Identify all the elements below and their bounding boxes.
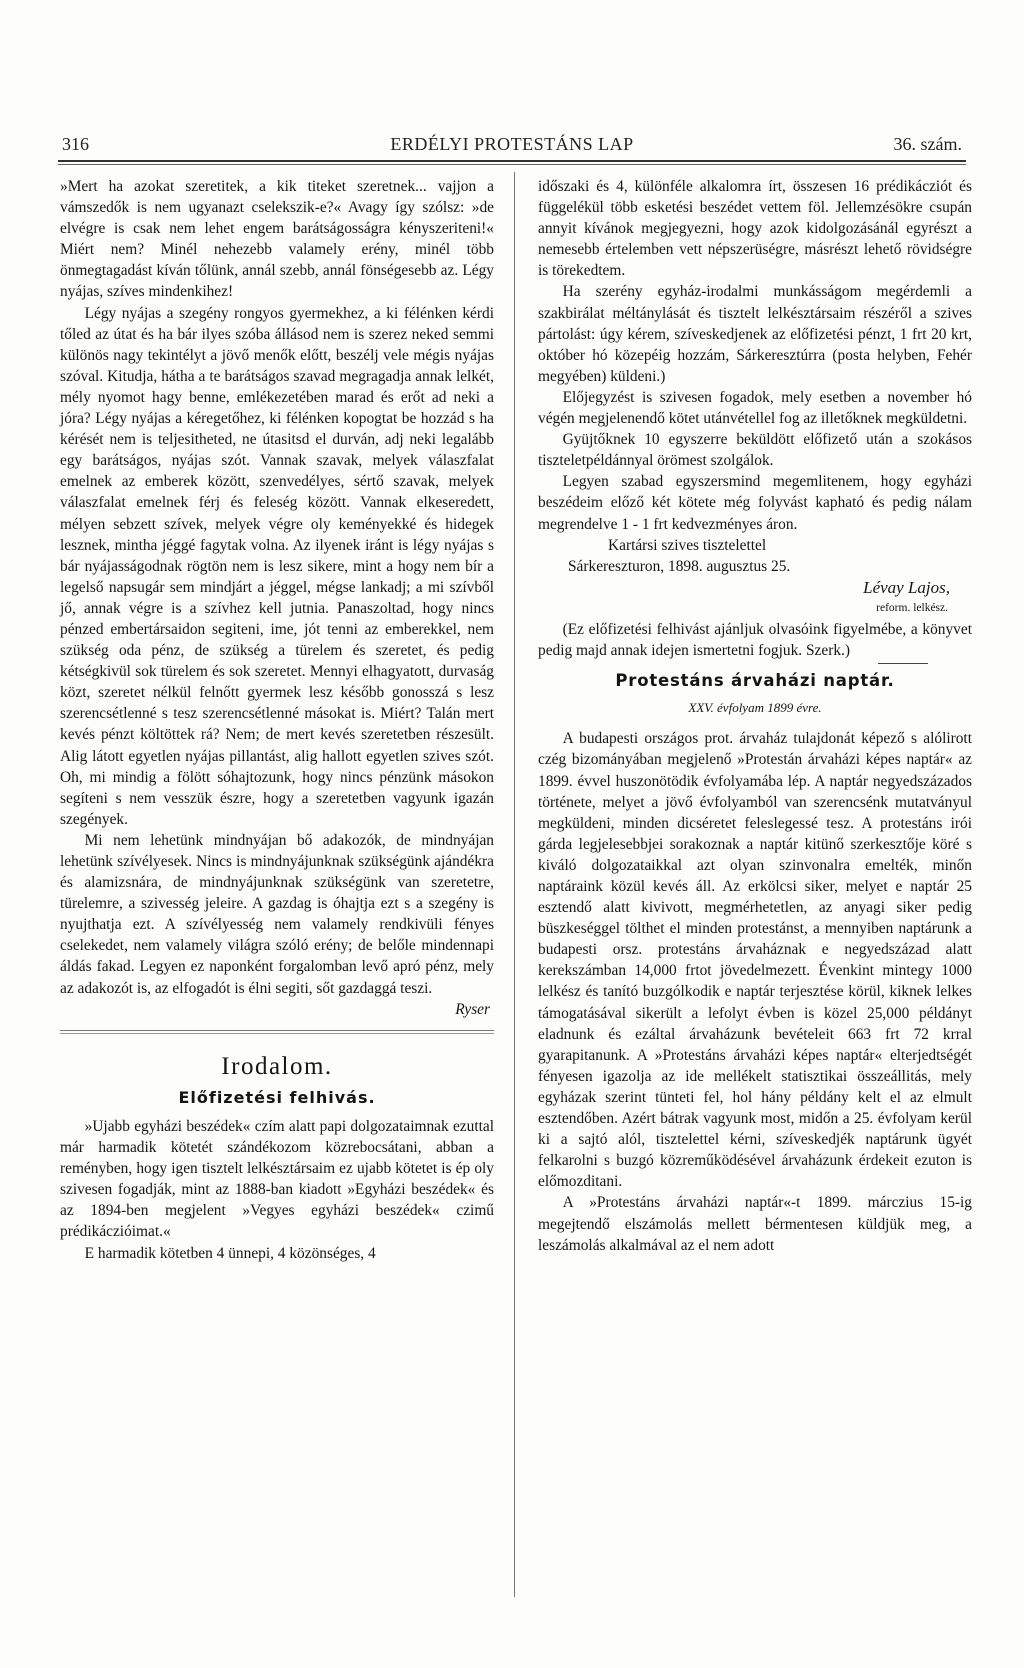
editor-note: (Ez előfizetési felhivást ajánljuk olvasóink figyelmébe, a könyvet pedig majd annak idejen ismertetni fogjuk. Szerk.) — [538, 620, 972, 660]
left-paragraph-5: E harmadik kötetben 4 ünnepi, 4 közönséges, 4 — [84, 1244, 376, 1262]
column-divider — [514, 172, 515, 1597]
page-header — [62, 134, 962, 158]
greeting-line: Kartársi szives tisztelettel — [608, 536, 767, 554]
short-divider — [878, 663, 928, 664]
section-title-naptar: Protestáns árvaházi naptár. — [615, 671, 895, 691]
right-paragraph-5: Legyen szabad egyszersmind megemlitenem, hogy egyházi beszédeim előző két kötete még folyvást kapható és pedig nálam megrendelve 1 - 1 frt kedvezményes áron. — [538, 473, 972, 533]
right-paragraph-2: Ha szerény egyház-irodalmi munkásságom megérdemli a szakbirálat méltánylását és tisztelt lelkésztársaim részéről a szives pártolást: úgy kérem, szíveskedjenek az előfizetési pénzt, 1 frt 20 krt, október hó közepéig hozzám, Sárkeresztúrra (posta helyben, Fehér megyében) küldeni.) — [538, 283, 972, 385]
left-paragraph-3: Mi nem lehetünk mindnyájan bő adakozók, de mindnyájan lehetünk szívélyesek. Nincs is mindnyájunknak szükségünk ajándékra és alamizsnára, de mindnyájunknak szükségünk van szeretetre, türelemre, a szivesség jeleire. A gazdag is óhajtja ezt s a szegény is nyujthatja ezt. A szívélyesség nem valamely rendkivüli fényes cselekedet, nem valamely világra szóló erény; de belőle mindennapi áldás fakad. Legyen ez naponként forgalomban levő apró pénz, mely az adakozót is, az elfogadót is élni segiti, sőt gazdaggá teszi. — [60, 831, 494, 997]
right-paragraph-7: A »Protestáns árvaházi naptár«-t 1899. márczius 15-ig megejtendő elszámolás mellett bérmentesen küldjük meg, a leszámolás alkalmával az el nem adott — [538, 1194, 972, 1254]
left-paragraph-2: Légy nyájas a szegény rongyos gyermekhez, a ki félénken kérdi tőled az útat és ha bár ilyes szóba állásod nem is szerez neked semmi különös nagy tekintélyt a jövő menők előtt, beszélj vele mégis nyájas szóval. Kitudja, hátha a te barátságos szavad megragadja annak lelkét, mély nyomot hagy benne, emlékezetében marad és erőt ad neki a jóra? Légy nyájas a kéregetőhez, ki félénken kopogtat be hozzád s ha kérését nem is teljesitheted, ne útasitsd el durván, adj neki legalább egy barátságos, nyájas szót. Vannak szavak, melyek válaszfalat emelnek az emberek között, szenvedélyes, sértő szavak, melyek válaszfalat emelnek férj és feleség között. Vannak elkeseredett, mélyen sebzett szívek, melyek végre oly keményekké és hidegek lesznek, mintha jéggé fagytak volna. Az ilyenek iránt is légy nyájas s bár nyájasságodnak rögtön nem is lesz sikere, mint a hogy nem bír a legelső napsugár sem mindjárt a jéggel, mégse lankadj; a mi szívből jő, annak végre is a szívhez kell jutnia. Panaszoltad, hogy nincs pénzed embertársaidon segiteni, ime, jót tenni az emberekkel, nem szükség oda pénz, de szükség a türelem és szeretet, és pedig kétségkivül sok türelem és sok szeretet. Mennyi elhagyatott, durvaság közt, szeretet nélkül felnőtt gyermek lesz később gonosszá s lesz szerencsétlenné s tesz szerencsétlenné másokat is. Miért? Talán mert kevés pénzt költöttek rá? Nem; de mert kevés szeretetben részesült. Alig látott egyetlen nyájas pillantást, alig hallott egyetlen szives szót. Oh, mi mindig a fölött sóhajtozunk, hogy nincs pénzünk másokon segíteni s nem vesszük észre, hogy a szeretetben vagyunk igazán szegények. — [60, 304, 494, 828]
section-title-irodalom: Irodalom. — [221, 1052, 333, 1080]
right-paragraph-4: Gyüjtőknek 10 egyszerre beküldött előfizető után a szokásos tiszteletpéldánnyal örömest szolgálok. — [538, 431, 972, 470]
publication-title: ERDÉLYI PROTESTÁNS LAP — [390, 134, 634, 154]
left-paragraph-1: »Mert ha azokat szeretitek, a kik titeket szeretnek... vajjon a vámszedők is nem ugyanazt cselekszik-e?« Avagy így szólsz: »de elvégre is csak nem lehet engem barátságosságra kényszeriteni!« Miért nem? Minél nehezebb valamely erény, minél több önmegtagadást kíván tőlünk, annál szebb, annál fönségesebb az. Légy nyájas, szíves mindenkihez! — [60, 178, 494, 301]
section-divider — [60, 1030, 494, 1031]
right-column — [538, 176, 972, 1256]
issue-number: 36. szám. — [893, 134, 962, 154]
section-subtitle: XXV. évfolyam 1899 évre. — [688, 700, 822, 716]
page-number: 316 — [62, 134, 89, 154]
subsection-title: Előfizetési felhivás. — [178, 1087, 376, 1107]
article-signature: Ryser — [455, 1000, 490, 1018]
place-date-line: Sárkereszturon, 1898. augusztus 25. — [568, 557, 791, 575]
header-rule — [58, 160, 966, 165]
right-paragraph-3: Előjegyzést is szivesen fogadok, mely esetben a november hó végén megjelenendő kötet utánvétellel fog az illetőknek megküldetni. — [538, 388, 972, 428]
right-paragraph-6: A budapesti országos prot. árvaház tulajdonát képező s alólirott czég bizományában megjelenő »Protestán árvaházi képes naptár« az 1899. évvel huszonötödik évfolyamába lép. A naptár negyedszázados története, melyet a jövő évfolyamból van szerencsénk mutatványul megküldeni, minden dicséretet feleslegessé tesz. A protestáns irói gárda legjelesebbjei sorakoznak a naptár kitünő szerkesztője köré s kiváló dolgozataikkal azt olyan szinvonalra emelték, minőn naptáraink közül kevés áll. Az erkölcsi siker, melyet e naptár 25 esztendő alatt kivivott, megmérhetetlen, az anyagi siker pedig büszkeséggel tölthet el minden protestánst, a mennyiben naptárunk a budapesti orsz. protestáns árvaháznak e negyedszázad alatt kerekszámban 14,000 frtot jövedelmezett. Évenkint mintegy 1000 lelkész és tanító buzgólkodik e naptár terjesztése körül, kiknek lelkes támogatásával sikerült a lefolyt évben is közel 25,000 példányt eladnunk és ezáltal árvaházunk bevételeit 663 frt 72 krral gyarapitanunk. A »Protestáns árvaházi képes naptár« elterjedtségét fényesen igazolja az ide mellékelt statisztikai összeállitás, mely egyházak szerint tünteti fel, hol hány példány kelt el az elmult esztendőben. Azért bátrak vagyunk most, midőn a 25. évfolyam kerül ki a sajtó alól, tisztelettel kérni, szíveskedjék naptárunk ügyét felkarolni s buzgó közreműködésével árvaházunk érdekeit ezuton is előmozditani. — [538, 730, 972, 1191]
left-column — [60, 176, 494, 1264]
left-paragraph-4: »Ujabb egyházi beszédek« czím alatt papi dolgozataimnak ezuttal már harmadik kötetét szándékozom közrebocsátani, abban a reményben, hogy igen tisztelt lelkésztársaim ez ujabb kötetet is ép oly szivesen fogadják, mint az 1888-ban kiadott »Egyházi beszédek« és az 1894-ben megjelent »Vegyes egyházi beszédek« czimű prédikáczióimat.« — [60, 1117, 494, 1241]
author-signature: Lévay Lajos, — [863, 577, 950, 597]
section-divider-secondary — [60, 1033, 494, 1034]
author-title: reform. lelkész. — [876, 601, 948, 614]
right-paragraph-1: időszaki és 4, különféle alkalomra írt, összesen 16 prédikácziót és függelékül több esketési beszédet vettem föl. Jellemzésökre csupán annyit kívánok megjegyezni, hogy azok kidolgozásánál egyrészt a nemesebb értelemben vett népszerüségre, másrészt lehető rövidségre is törekedtem. — [538, 178, 972, 280]
